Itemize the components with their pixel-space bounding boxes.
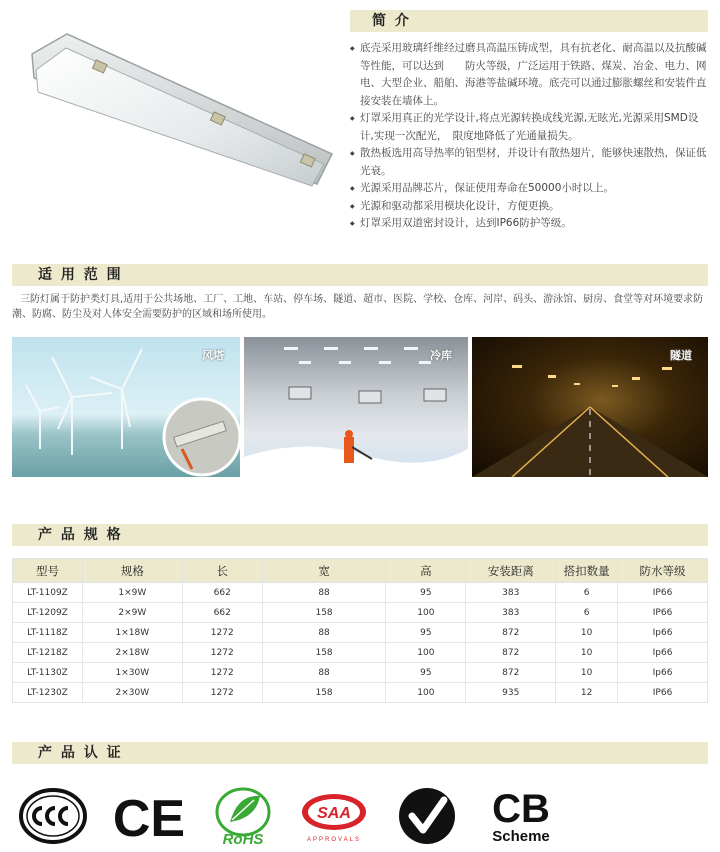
photo-caption: 隧道 (670, 349, 692, 362)
table-cell: 1×30W (82, 663, 182, 683)
table-cell: IP66 (618, 583, 708, 603)
table-cell: 2×18W (82, 643, 182, 663)
scope-title: 适 用 范 围 (12, 264, 708, 286)
table-cell: 10 (556, 663, 618, 683)
intro-item: ◆ 底壳采用玻璃纤维经过磨具高温压铸成型，具有抗老化、耐高温以及抗酸碱等性能，可以达到 防火等级，广泛运用于铁路、煤炭、冶金、电力、网电、大型企业、船舶、海港等盐碱环境。底壳可以通过膨胀螺丝和安装件直接安装在墙体上。 (350, 40, 708, 110)
table-cell: LT-1118Z (13, 623, 83, 643)
intro-item: ◆ 灯罩采用双道密封设计，达到IP66防护等级。 (350, 215, 708, 233)
intro-title: 简 介 (350, 10, 708, 32)
table-cell: 1272 (182, 643, 262, 663)
intro-list (350, 40, 708, 233)
saa-logo-subtext: APPROVALS (307, 837, 361, 843)
table-cell: 935 (466, 683, 556, 703)
table-row (13, 663, 708, 683)
table-row (13, 603, 708, 623)
intro-item: ◆ 灯罩采用真正的光学设计,将点光源转换成线光源,无眩光,光源采用SMD设计,实现一次配光， 限度地降低了光通量损失。 (350, 110, 708, 145)
tunnel-photo (472, 337, 708, 477)
table-cell: 872 (466, 623, 556, 643)
col-header: 安装距离 (466, 559, 556, 583)
cb-scheme-logo-icon (476, 786, 566, 846)
intro-item: ◆ 散热板选用高导热率的铝型材，并设计有散热翅片，能够快速散热，保证低光衰。 (350, 145, 708, 180)
wind-tower-photo (12, 337, 240, 477)
cb-logo-subtext: Scheme (492, 828, 550, 845)
table-cell: 383 (466, 603, 556, 623)
col-header: 防水等级 (618, 559, 708, 583)
table-cell: 158 (262, 643, 386, 663)
rohs-logo-text: RoHS (222, 831, 264, 846)
table-cell: IP66 (618, 603, 708, 623)
table-cell: Ip66 (618, 643, 708, 663)
c-tick-logo-icon (392, 786, 462, 846)
photo-caption: 风塔 (202, 349, 224, 362)
table-row (13, 683, 708, 703)
ce-logo-text: CE (112, 790, 186, 846)
product-photo (12, 16, 342, 206)
table-cell: 95 (386, 623, 466, 643)
table-cell: 100 (386, 643, 466, 663)
table-cell: LT-1230Z (13, 683, 83, 703)
table-row (13, 643, 708, 663)
table-cell: 872 (466, 643, 556, 663)
col-header: 长 (182, 559, 262, 583)
spec-table (12, 558, 708, 703)
saa-logo-icon (294, 786, 374, 846)
col-header: 宽 (262, 559, 386, 583)
table-cell: 10 (556, 623, 618, 643)
cert-title: 产 品 认 证 (12, 742, 708, 764)
table-cell: 88 (262, 583, 386, 603)
table-cell: 1272 (182, 623, 262, 643)
intro-item: ◆ 光源和驱动都采用模块化设计，方便更换。 (350, 198, 708, 216)
scope-text: 三防灯属于防护类灯具,适用于公共场地、工厂、工地、车站、停车场、隧道、超市、医院、学校、仓库、河岸、码头、游泳馆、厨房、食堂等对环境要求防潮、防腐、防尘及对人体安全需要防护的区域和场所使用。 (12, 294, 704, 320)
table-cell: LT-1130Z (13, 663, 83, 683)
table-header-row (13, 559, 708, 583)
table-cell: 1272 (182, 683, 262, 703)
table-cell: 100 (386, 683, 466, 703)
table-cell: 158 (262, 683, 386, 703)
ccc-logo-icon (18, 786, 88, 846)
table-cell: 158 (262, 603, 386, 623)
table-row (13, 583, 708, 603)
cb-logo-text: CB (492, 787, 550, 831)
intro-item: ◆ 光源采用品牌芯片，保证使用寿命在50000小时以上。 (350, 180, 708, 198)
table-cell: 1×9W (82, 583, 182, 603)
cert-logos (12, 786, 708, 846)
col-header: 高 (386, 559, 466, 583)
table-cell: 100 (386, 603, 466, 623)
table-cell: Ip66 (618, 663, 708, 683)
table-cell: 88 (262, 663, 386, 683)
table-cell: 2×9W (82, 603, 182, 623)
table-cell: Ip66 (618, 623, 708, 643)
table-cell: 6 (556, 583, 618, 603)
col-header: 搭扣数量 (556, 559, 618, 583)
table-cell: 10 (556, 643, 618, 663)
table-row (13, 623, 708, 643)
table-cell: IP66 (618, 683, 708, 703)
saa-logo-text: SAA (317, 805, 351, 822)
table-cell: 88 (262, 623, 386, 643)
rohs-logo-icon (208, 786, 278, 846)
cold-storage-photo (244, 337, 468, 477)
table-cell: LT-1218Z (13, 643, 83, 663)
col-header: 规格 (82, 559, 182, 583)
table-cell: LT-1209Z (13, 603, 83, 623)
table-cell: 95 (386, 583, 466, 603)
table-cell: 383 (466, 583, 556, 603)
table-cell: 662 (182, 583, 262, 603)
table-cell: 2×30W (82, 683, 182, 703)
table-cell: 1×18W (82, 623, 182, 643)
table-cell: 872 (466, 663, 556, 683)
table-cell: 1272 (182, 663, 262, 683)
photo-caption: 冷库 (430, 349, 452, 362)
ce-logo-icon (112, 786, 186, 846)
table-cell: 95 (386, 663, 466, 683)
table-cell: 6 (556, 603, 618, 623)
table-cell: LT-1109Z (13, 583, 83, 603)
col-header: 型号 (13, 559, 83, 583)
table-cell: 12 (556, 683, 618, 703)
spec-title: 产 品 规 格 (12, 524, 708, 546)
table-cell: 662 (182, 603, 262, 623)
